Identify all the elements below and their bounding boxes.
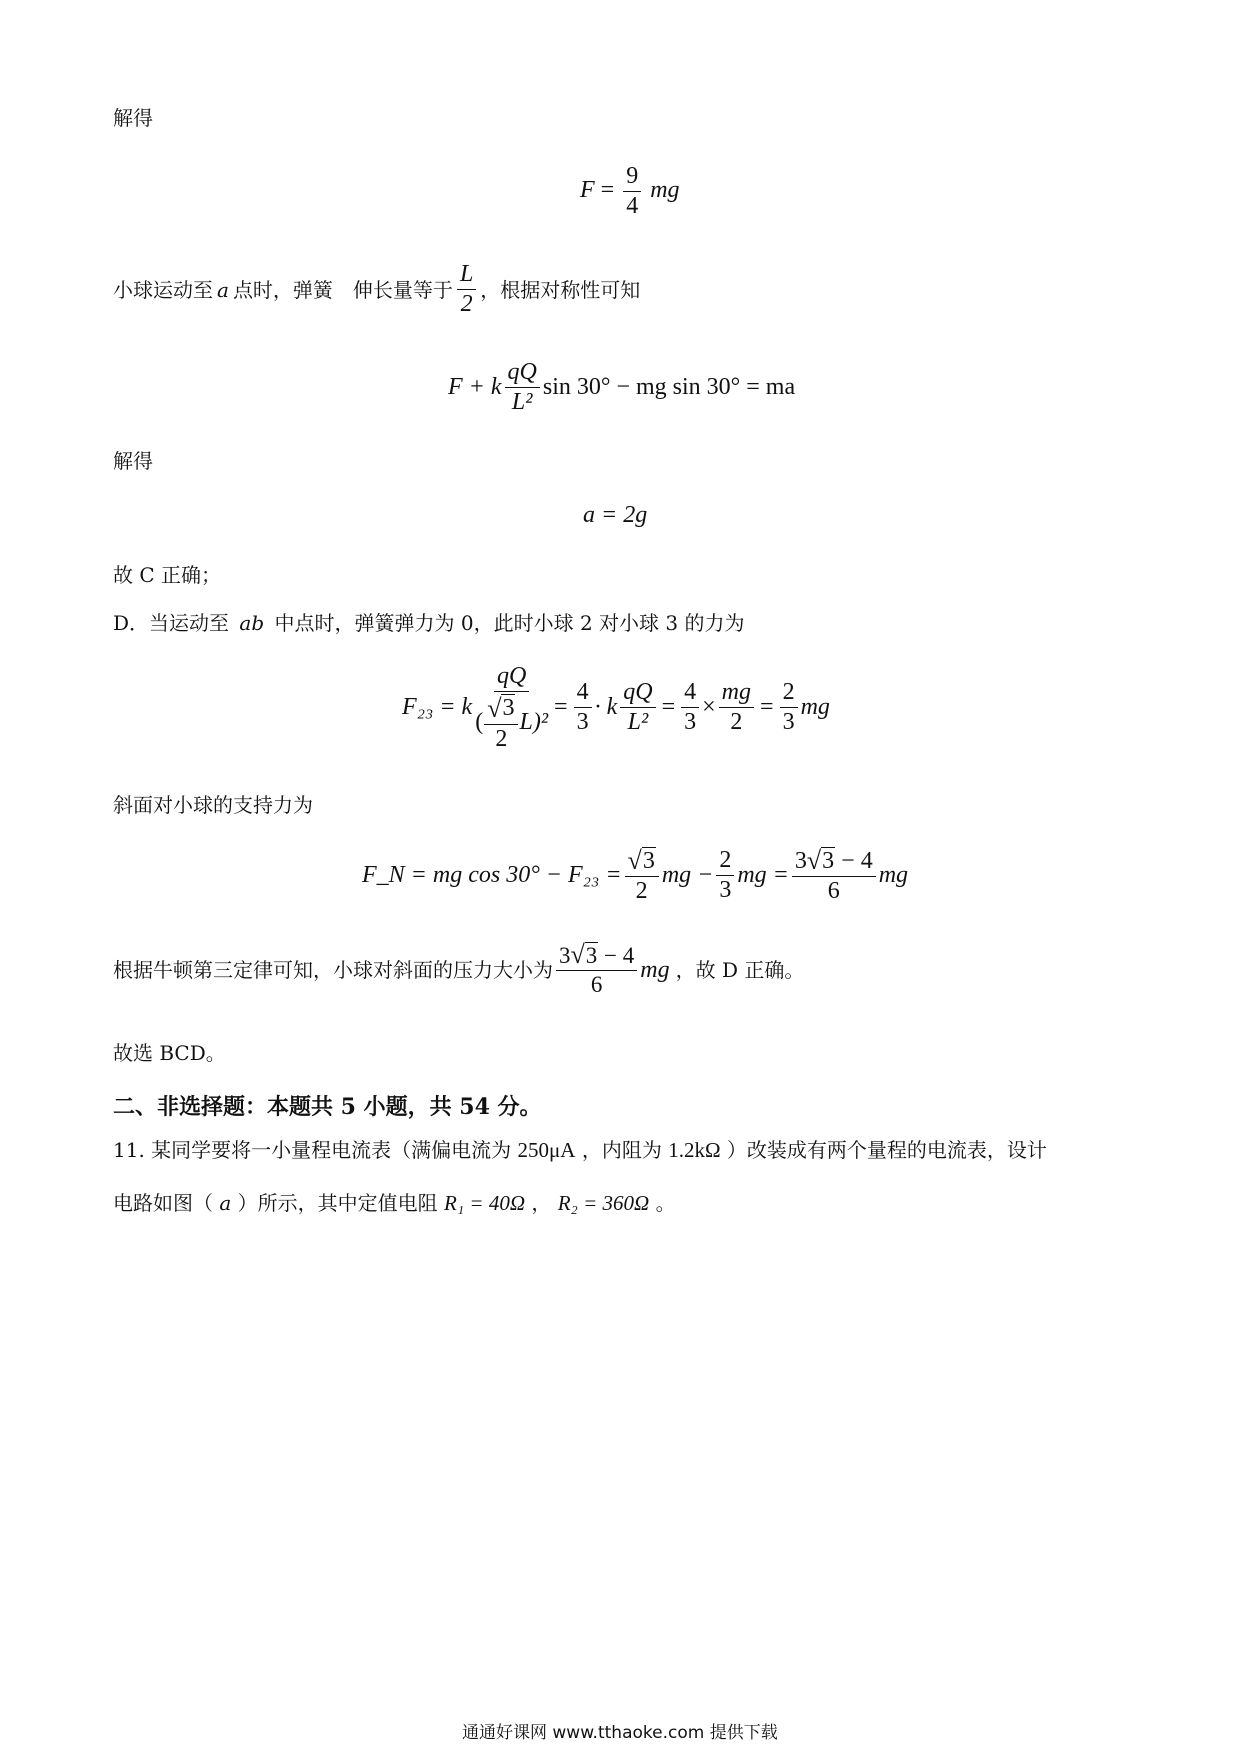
formula-force-balance (448, 360, 795, 415)
f5-c-den: 3 (719, 877, 732, 904)
f4-c5-num: 2 (780, 680, 798, 708)
sqrt-sign: √ (627, 846, 642, 876)
f6-pre: 3 (559, 943, 571, 969)
f5-sqrt-value: 3 (642, 848, 655, 874)
q11-d-a: a (219, 1191, 232, 1215)
l2-a: a (217, 277, 229, 302)
formula-f-equals-9-4-mg (580, 164, 680, 219)
f5-sqrt-fraction (625, 847, 659, 905)
f2-num: qQ (505, 360, 540, 388)
f6-sqrt (571, 942, 599, 968)
l7-post: ，故 D 正确。 (675, 957, 805, 982)
question-11-line-2 (113, 1193, 676, 1214)
f2-b: sin 30° − mg sin 30° = ma (542, 374, 796, 401)
f4-den-sqrt-den: 2 (495, 725, 508, 752)
f4-c1-den: 3 (576, 709, 589, 736)
l5-pre: D．当运动至 (113, 611, 230, 635)
f5-sqrt (625, 847, 659, 877)
f4-eq1: = (554, 694, 568, 721)
f6-num (556, 942, 637, 971)
sqrt-sign: √ (487, 693, 502, 723)
formula-fn (362, 847, 908, 905)
q11-resistance-value: 1.2kΩ (668, 1138, 721, 1162)
q11-d-pre: 电路如图（ (113, 1191, 213, 1215)
f4-times: × (702, 694, 716, 721)
f4-den-sqrt-value: 3 (502, 695, 515, 722)
q11-end: 。 (655, 1191, 676, 1215)
l5-ab: ab (239, 611, 265, 635)
f6-fraction (556, 942, 637, 997)
q11-sep: ， (531, 1191, 552, 1215)
f4-den-close: L)² (519, 709, 549, 736)
text-jiede-2: 解得 (113, 449, 153, 473)
f1-eq: = (600, 177, 615, 204)
f5-r-pre: 3 (794, 848, 807, 875)
half-fraction (457, 262, 476, 317)
f4-c3-den: 3 (684, 709, 697, 736)
f5-t1: mg − (661, 862, 714, 889)
l2-pre: 小球运动至 (113, 277, 213, 302)
formula-f23 (402, 664, 830, 752)
text-line-2 (113, 262, 640, 317)
f4-c3-num: 4 (681, 680, 699, 708)
f4-c2-den: L² (627, 709, 649, 736)
sqrt-sign: √ (570, 940, 585, 970)
f4-c2-num: qQ (620, 680, 655, 708)
half-den: 2 (460, 291, 473, 318)
f4-tail: mg (800, 694, 830, 721)
sqrt-sign: √ (806, 846, 822, 876)
q11-a: 11. 某同学要将一小量程电流表（满偏电流为 (113, 1138, 512, 1162)
f4-eq3: = (760, 694, 774, 721)
f6-sqrt-value: 3 (585, 943, 598, 968)
f6-post: − 4 (598, 943, 635, 969)
f4-c4 (719, 680, 754, 735)
text-jiede-1: 解得 (113, 106, 153, 130)
f5-r-sqrt-value: 3 (822, 848, 835, 874)
f5-tail: mg (878, 862, 909, 889)
q11-current-value: 250μA (517, 1138, 576, 1162)
f6-tail: mg (640, 956, 670, 983)
l2-mid: 点时，弹簧 伸长量等于 (232, 277, 453, 302)
f4-main-fraction (475, 664, 548, 752)
f4-c3 (681, 680, 699, 735)
f4-c2 (620, 680, 655, 735)
f4-den (475, 692, 548, 752)
half-num: L (457, 262, 476, 290)
f6-den: 6 (590, 972, 603, 998)
text-choose-bcd: 故选 BCD。 (113, 1041, 226, 1065)
f4-c4-num: mg (719, 680, 754, 708)
f4-eq2: = (661, 694, 676, 721)
q11-c: ）改装成有两个量程的电流表，设计 (726, 1138, 1047, 1162)
f5-c-fraction (716, 848, 734, 903)
page-footer: 通通好课网 www.tthaoke.com 提供下载 (462, 1723, 778, 1743)
f2-fraction (505, 360, 540, 415)
text-newton-third-law (113, 942, 804, 997)
l7-pre: 根据牛顿第三定律可知，小球对斜面的压力大小为 (113, 957, 553, 982)
q11-d-mid: ）所示，其中定值电阻 (237, 1191, 438, 1215)
l2-post: ，根据对称性可知 (480, 277, 641, 302)
f5-r-den: 6 (827, 878, 840, 905)
f4-den-open: ( (475, 709, 484, 736)
f5-c-num: 2 (716, 848, 734, 876)
q11-r1: R₁ = 40Ω (444, 1191, 526, 1215)
f5-r-post: − 4 (835, 848, 873, 875)
f4-c4-den: 2 (730, 709, 743, 736)
f1-tail: mg (650, 177, 680, 204)
f1-lhs: F (580, 177, 595, 204)
f4-den-inner-fraction (484, 694, 518, 752)
f5-t2: mg = (737, 862, 789, 889)
f1-fraction (623, 164, 641, 219)
f2-den: L² (511, 389, 533, 416)
question-11-line-1 (113, 1140, 1047, 1161)
section-heading: 二、非选择题：本题共 5 小题，共 54 分。 (113, 1094, 542, 1120)
q11-b: ，内阻为 (581, 1138, 662, 1162)
text-line-d (113, 613, 744, 633)
f5-sqrt-den: 2 (635, 878, 648, 905)
f4-den-sqrt (484, 694, 518, 724)
f4-c5 (780, 680, 798, 735)
f4-num: qQ (494, 664, 529, 692)
f5-r-sqrt (807, 847, 835, 874)
text-c-correct: 故 C 正确； (113, 563, 222, 587)
f5-r-num (792, 847, 876, 877)
f5-r-fraction (792, 847, 876, 905)
f5-lhs: F_N = mg cos 30° − F₂₃ = (362, 862, 622, 889)
f4-lhs: F₂₃ = k (402, 694, 473, 721)
f1-num: 9 (623, 164, 641, 192)
f2-a: F + k (448, 374, 502, 401)
formula-a-equals-2g: a = 2g (583, 502, 648, 528)
f4-c1-num: 4 (574, 680, 592, 708)
l5-post: 中点时，弹簧弹力为 0，此时小球 2 对小球 3 的力为 (274, 611, 745, 635)
text-support-force: 斜面对小球的支持力为 (113, 793, 313, 817)
f1-den: 4 (626, 193, 639, 220)
f4-c5-den: 3 (782, 709, 795, 736)
f4-mid: · k (594, 694, 618, 721)
q11-r2: R₂ = 360Ω (557, 1191, 650, 1215)
f4-c1 (574, 680, 592, 735)
